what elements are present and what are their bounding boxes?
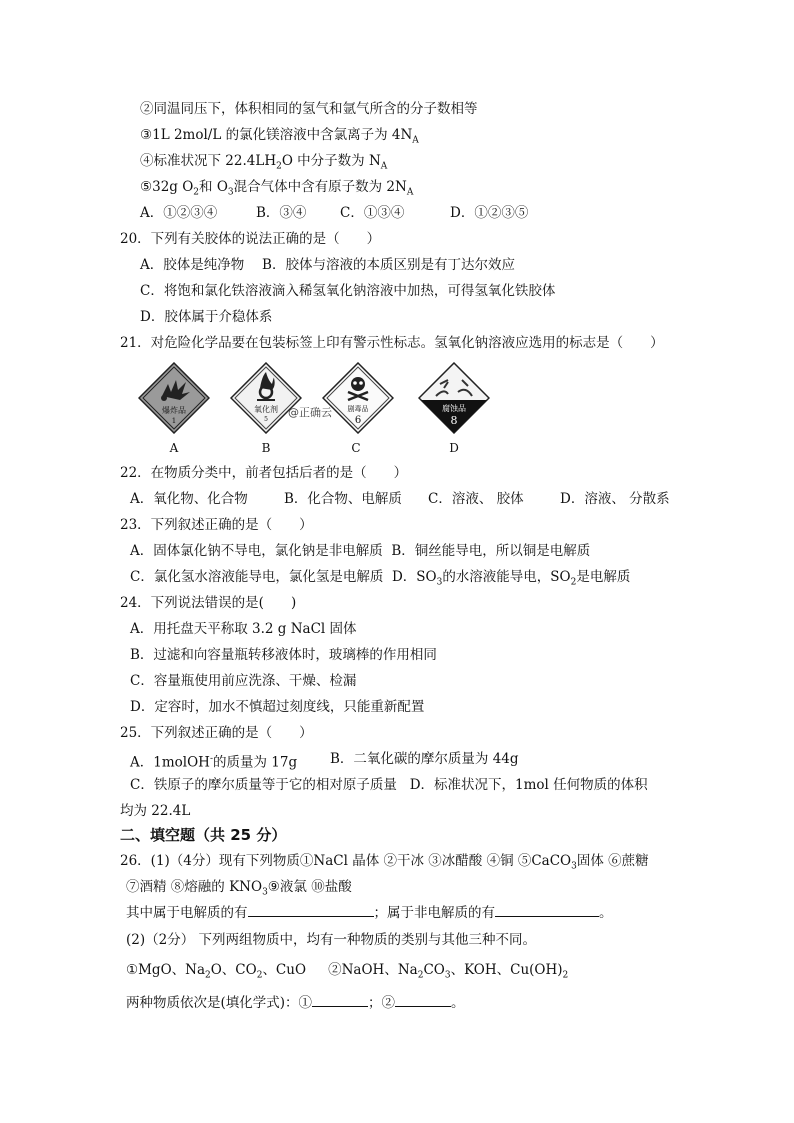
- q19-option-c: C．①③④: [340, 205, 405, 221]
- q26-part1-question: 其中属于电解质的有 ；属于非电解质的有 。: [126, 902, 613, 923]
- q19-statement-3: ③1L 2mol/L 的氯化镁溶液中含氯离子为 $4N_A$: [140, 127, 419, 146]
- sign-c-number: 6: [354, 415, 362, 426]
- q22-option-d: D．溶液、 分散系: [560, 491, 670, 507]
- q23-option-d: D．$SO_3$的水溶液能导电，$SO_2$是电解质: [391, 569, 631, 588]
- q26-part1-line2: ⑦酒精 ⑧熔融的 $KNO_3⑨$液氯 ⑩盐酸: [126, 879, 352, 898]
- q25-option-d-continued: 均为 22.4L: [120, 803, 191, 819]
- q19-option-b: B．③④: [256, 205, 307, 221]
- sign-d-letter: D: [449, 441, 459, 455]
- q24-option-c: C．容量瓶使用前应洗涤、干燥、检漏: [130, 673, 357, 689]
- q22-stem: 22．在物质分类中，前者包括后者的是（ ）: [120, 465, 408, 481]
- q21-stem: 21．对危险化学品要在包装标签上印有警示性标志。氢氧化钠溶液应选用的标志是（ ）: [120, 335, 664, 351]
- q19-statement-4: ④标准状况下 $22.4LH_2O$ 中分子数为 $N_A$: [140, 153, 388, 172]
- q25-option-b: B．二氧化碳的摩尔质量为 44g: [330, 751, 519, 767]
- explosive-sign-icon: [138, 362, 210, 434]
- sign-b-label: 氧化剂: [254, 405, 278, 414]
- q22-option-a: A．氧化物、化合物: [130, 491, 248, 507]
- electrolyte-answer-blank[interactable]: [248, 902, 374, 917]
- q26-group-2: ②NaOH、$Na_2CO_3$、KOH、$Cu(OH)_2$: [328, 962, 569, 981]
- q25-stem: 25．下列叙述正确的是（ ）: [120, 725, 313, 741]
- q25-option-c: C．铁原子的摩尔质量等于它的相对原子质量: [130, 777, 397, 793]
- q20-option-d: D．胶体属于介稳体系: [140, 309, 273, 325]
- sign-c-letter: C: [351, 441, 361, 455]
- q19-statement-2: ②同温同压下，体积相同的氢气和氩气所含的分子数相等: [140, 101, 478, 117]
- q23-options-ab: [130, 541, 590, 561]
- q19-option-a: A．①②③④: [140, 205, 218, 221]
- q23-option-a: A．固体氯化钠不导电，氯化钠是非电解质: [130, 543, 383, 559]
- q24-stem: 24．下列说法错误的是( ): [120, 595, 297, 611]
- q24-option-d: D．定容时，加水不慎超过刻度线，只能重新配置: [130, 699, 425, 715]
- sign-d-label: 腐蚀品: [442, 404, 466, 413]
- q25-option-a: A．1molOH-的质量为 17g: [130, 754, 298, 771]
- sign-a-number: 1: [171, 417, 177, 425]
- group-1-answer-blank[interactable]: [312, 992, 368, 1007]
- q26-groups: [126, 960, 568, 986]
- q26-part1-line1: 26．(1)（4分）现有下列物质①NaCl 晶体 ②干冰 ③冰醋酸 ④铜 ⑤CaCO$_3$固体 ⑥蔗糖: [120, 853, 649, 872]
- q19-statement-5: ⑤32g $O_2$和 $O_3$混合气体中含有原子数为 $2N_A$: [140, 179, 414, 198]
- q23-options-cd: [130, 567, 630, 593]
- q22-option-b: B．化合物、电解质: [284, 491, 402, 507]
- oxidizer-sign-icon: [230, 362, 302, 434]
- q25-options-cd: [130, 775, 648, 795]
- q26-part2-stem: (2)（2分） 下列两组物质中，均有一种物质的类别与其他三种不同。: [126, 932, 537, 948]
- q20-option-a: A．胶体是纯净物: [140, 257, 245, 273]
- sign-d-number: 8: [450, 414, 458, 427]
- q20-option-c: C．将饱和氯化铁溶液滴入稀氢氧化钠溶液中加热，可得氢氧化铁胶体: [140, 283, 556, 299]
- group-2-answer-blank[interactable]: [395, 992, 451, 1007]
- sign-b-letter: B: [261, 441, 271, 455]
- q22-option-c: C．溶液、 胶体: [428, 491, 524, 507]
- q24-option-a: A．用托盘天平称取 3.2 g NaCl 固体: [130, 621, 357, 637]
- toxic-sign-icon: [322, 362, 394, 434]
- q25-option-d: D．标准状况下，1mol 任何物质的体积: [409, 777, 648, 793]
- corrosive-sign-icon: [418, 362, 490, 434]
- q20-stem: 20．下列有关胶体的说法正确的是（ ）: [120, 231, 381, 247]
- q23-stem: 23．下列叙述正确的是（ ）: [120, 517, 313, 533]
- q20-options-ab: [140, 255, 515, 275]
- q26-group-1: ①MgO、$Na_2O$、$CO_2$、CuO: [126, 962, 307, 981]
- q23-option-b: B．铜丝能导电，所以铜是电解质: [391, 543, 591, 559]
- sign-c-label: 剧毒品: [347, 405, 369, 413]
- q20-option-b: B．胶体与溶液的本质区别是有丁达尔效应: [262, 257, 515, 273]
- q24-option-b: B．过滤和向容量瓶转移液体时，玻璃棒的作用相同: [130, 647, 437, 663]
- watermark-text: @正确云: [288, 406, 332, 419]
- section-2-title: 二、填空题（共 25 分）: [120, 826, 287, 844]
- q23-option-c: C．氯化氢水溶液能导电，氯化氢是电解质: [130, 569, 384, 585]
- q19-option-d: D．①②③⑤: [450, 205, 529, 221]
- non-electrolyte-answer-blank[interactable]: [495, 902, 599, 917]
- sign-a-letter: A: [169, 441, 179, 455]
- q26-answer-line: 两种物质依次是(填化学式)：① ；② 。: [126, 992, 465, 1013]
- sign-a-label: 爆炸品: [162, 406, 186, 415]
- sign-b-number: 5: [264, 416, 268, 423]
